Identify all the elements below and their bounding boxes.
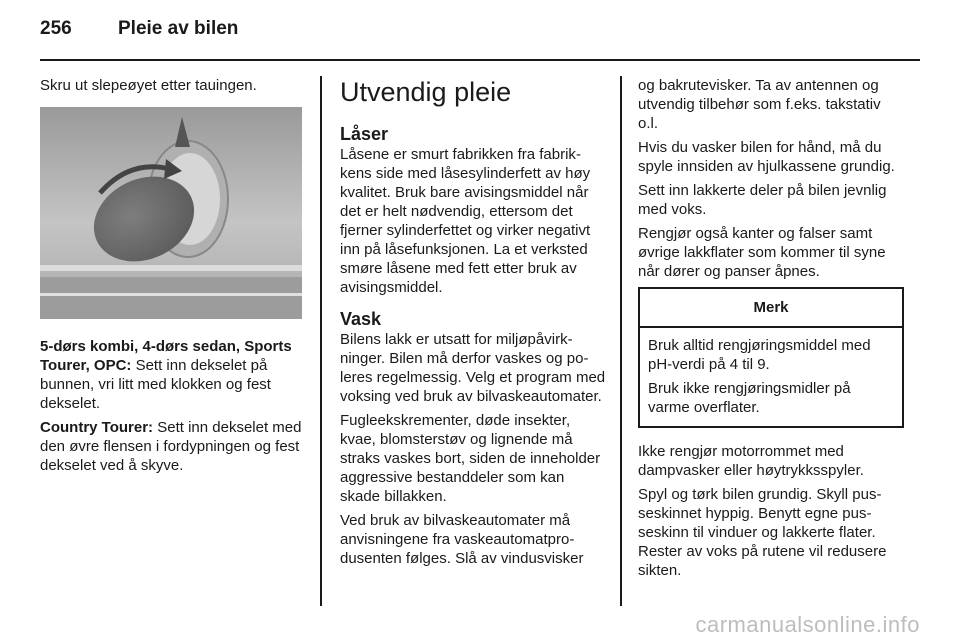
model-label: Country Tourer: — [40, 419, 154, 436]
page-number: 256 — [40, 18, 72, 39]
column-divider — [620, 76, 622, 606]
instruction-sedan — [40, 337, 306, 413]
subsection-title: Vask — [340, 309, 382, 329]
note-text: Bruk alltid rengjøringsmiddel med pH-verdi på 4 til 9. — [648, 337, 871, 373]
instruction-text: Sett inn dekselet med den øvre flensen i fordypningen og fest dekselet ved å skyve. — [40, 419, 302, 474]
locks-text: Låsene er smurt fabrikken fra fabrikkens side med låsesylinderfett av høy kvalitet. Bruk bare avisingsmiddel når det er helt nødvendig, ettersom det fjerner sylinderfettet og virker negativt inn på låsefunksjonen. La et verksted smøre låsene med fett etter bruk av avisingsmiddel. — [340, 146, 591, 296]
wash-paragraph: Bilens lakk er utsatt for miljøpåvirkninger. Bilen må derfor vaskes og poleres regelmessig. Velg et program med voksing ved bruk av bilvaskeautomater. — [340, 331, 606, 405]
model-label: 5-dørs kombi, 4-dørs sedan, Sports Tourer, OPC: — [40, 338, 292, 374]
column-right — [638, 76, 904, 585]
column-middle — [340, 76, 606, 580]
subsection-title: Låser — [340, 124, 389, 144]
intro-text: Skru ut slepeøyet etter tauingen. — [40, 77, 257, 94]
watermark: carmanualsonline.info — [695, 612, 920, 637]
section-heading: Utvendig pleie — [340, 77, 512, 107]
wash-paragraph: Hvis du vasker bilen for hånd, må du spyle innsiden av hjulkassene grundig. — [638, 139, 895, 175]
note-title: Merk — [640, 289, 902, 328]
wash-paragraph: og bakrutevisker. Ta av antennen og utvendig tilbehør som f.eks. takstativ o.l. — [638, 77, 881, 132]
column-left — [40, 76, 306, 480]
wash-paragraph: Sett inn lakkerte deler på bilen jevnlig med voks. — [638, 182, 887, 218]
wash-paragraph: Fugleekskrementer, døde insekter, kvae, blomsterstøv og lignende må straks vaskes bort, siden de inneholder aggressive bestanddeler som kan skade billakken. — [340, 412, 601, 505]
wash-paragraph: Ikke rengjør motorrommet med dampvasker eller høytrykksspyler. — [638, 443, 864, 479]
instruction-country-tourer — [40, 418, 306, 475]
page-title: Pleie av bilen — [118, 18, 239, 39]
column-divider — [320, 76, 322, 606]
locks-section — [340, 124, 606, 297]
instruction-text: Sett inn dekselet på bunnen, vri litt med klokken og fest dekselet. — [40, 357, 271, 412]
note-text: Bruk ikke rengjøringsmidler på varme overflater. — [648, 380, 851, 416]
wash-paragraph: Rengjør også kanter og falser samt øvrige lakkflater som kommer til syne når dører og panser åpnes. — [638, 225, 886, 280]
wash-paragraph: Spyl og tørk bilen grundig. Skyll pusseskinnet hyppig. Benytt egne pusseskinn til vinduer og lakkerte flater. Rester av voks på rutene vil redusere sikten. — [638, 486, 887, 579]
tow-eye-cover-illustration — [40, 107, 302, 319]
header-rule — [40, 59, 920, 61]
note-box — [638, 287, 904, 428]
note-body — [640, 328, 902, 426]
wash-paragraph: Ved bruk av bilvaskeautomater må anvisningene fra vaskeautomatprodusenten følges. Slå av vindusvisker — [340, 512, 584, 567]
wash-section — [340, 309, 606, 568]
